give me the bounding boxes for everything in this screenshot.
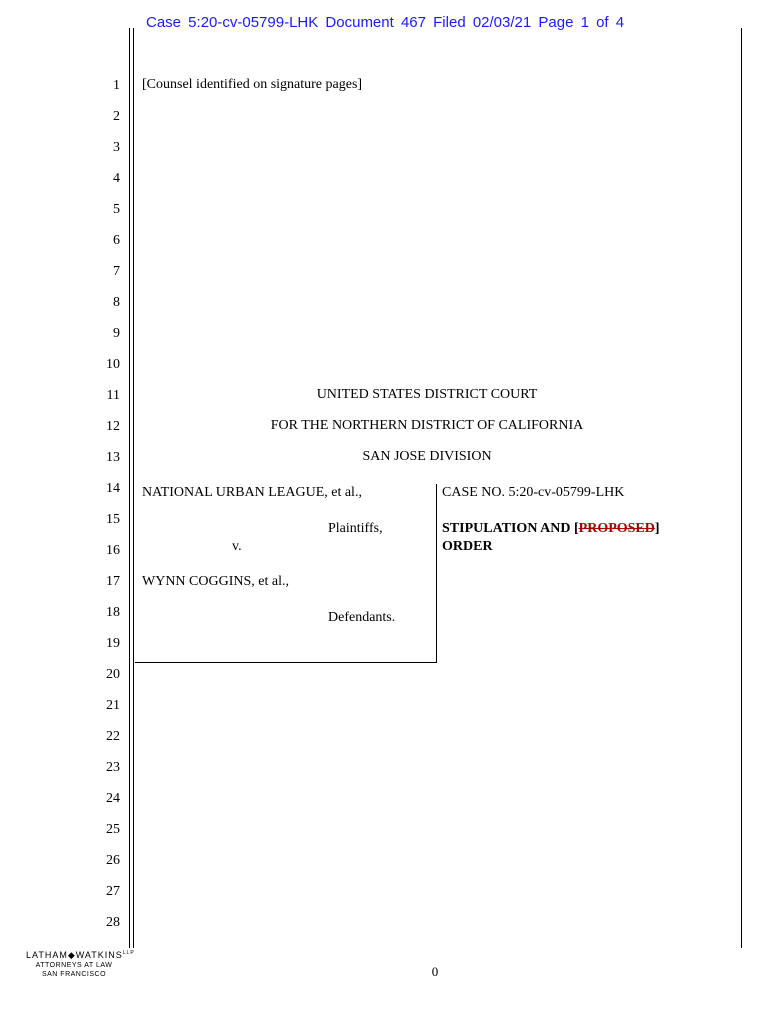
caption-box-right-border bbox=[436, 484, 437, 662]
case-header-stamp: Case 5:20-cv-05799-LHK Document 467 Filed 02/03/21 Page 1 of 4 bbox=[146, 14, 625, 31]
line-number: 22 bbox=[106, 729, 120, 744]
line-number: 12 bbox=[106, 419, 120, 434]
firm-subtitle-attorneys: ATTORNEYS AT LAW bbox=[35, 962, 113, 969]
firm-name: LATHAM◆WATKINS bbox=[26, 950, 123, 960]
line-number: 19 bbox=[106, 636, 120, 651]
versus-label: v. bbox=[232, 539, 242, 554]
line-number: 9 bbox=[113, 326, 120, 341]
line-number: 20 bbox=[106, 667, 120, 682]
firm-logo bbox=[26, 950, 135, 961]
line-number: 13 bbox=[106, 450, 120, 465]
line-number: 7 bbox=[113, 264, 120, 279]
line-number: 24 bbox=[106, 791, 120, 806]
line-number: 8 bbox=[113, 295, 120, 310]
line-number: 16 bbox=[106, 543, 120, 558]
firm-subtitle-city: SAN FRANCISCO bbox=[41, 971, 107, 978]
document-title-prefix: STIPULATION AND [ bbox=[442, 521, 579, 536]
line-number: 11 bbox=[106, 388, 120, 403]
line-number: 28 bbox=[106, 915, 120, 930]
defendant-role: Defendants. bbox=[328, 610, 396, 625]
line-number: 26 bbox=[106, 853, 120, 868]
left-margin-rule-inner bbox=[133, 28, 134, 948]
line-number: 1 bbox=[113, 78, 120, 93]
line-number: 5 bbox=[113, 202, 120, 217]
document-title-struck: PROPOSED bbox=[578, 521, 655, 536]
line-number: 4 bbox=[113, 171, 120, 186]
line-number: 15 bbox=[106, 512, 120, 527]
document-title bbox=[442, 521, 660, 537]
plaintiff-role: Plaintiffs, bbox=[328, 521, 383, 536]
line-number: 23 bbox=[106, 760, 120, 775]
line-number: 6 bbox=[113, 233, 120, 248]
left-margin-rule-outer bbox=[129, 28, 130, 948]
court-division: SAN JOSE DIVISION bbox=[362, 449, 492, 464]
line-number: 14 bbox=[106, 481, 120, 496]
line-number: 25 bbox=[106, 822, 120, 837]
page-number: 0 bbox=[431, 964, 439, 979]
document-title-suffix: ] bbox=[654, 521, 660, 536]
plaintiff-name: NATIONAL URBAN LEAGUE, et al., bbox=[142, 485, 362, 500]
line-number: 3 bbox=[113, 140, 120, 155]
court-name: UNITED STATES DISTRICT COURT bbox=[316, 387, 538, 402]
firm-mark: LLP bbox=[122, 950, 135, 956]
caption-box-bottom-border bbox=[135, 662, 437, 663]
case-number: CASE NO. 5:20-cv-05799-LHK bbox=[442, 485, 625, 500]
line-number: 18 bbox=[106, 605, 120, 620]
document-title-line2: ORDER bbox=[442, 539, 493, 554]
counsel-note: [Counsel identified on signature pages] bbox=[142, 77, 363, 92]
right-margin-rule bbox=[741, 28, 742, 948]
line-number: 21 bbox=[106, 698, 120, 713]
line-number: 10 bbox=[106, 357, 120, 372]
defendant-name: WYNN COGGINS, et al., bbox=[142, 574, 289, 589]
line-number: 17 bbox=[106, 574, 120, 589]
court-district: FOR THE NORTHERN DISTRICT OF CALIFORNIA bbox=[270, 418, 584, 433]
line-number: 2 bbox=[113, 109, 120, 124]
line-number: 27 bbox=[106, 884, 120, 899]
